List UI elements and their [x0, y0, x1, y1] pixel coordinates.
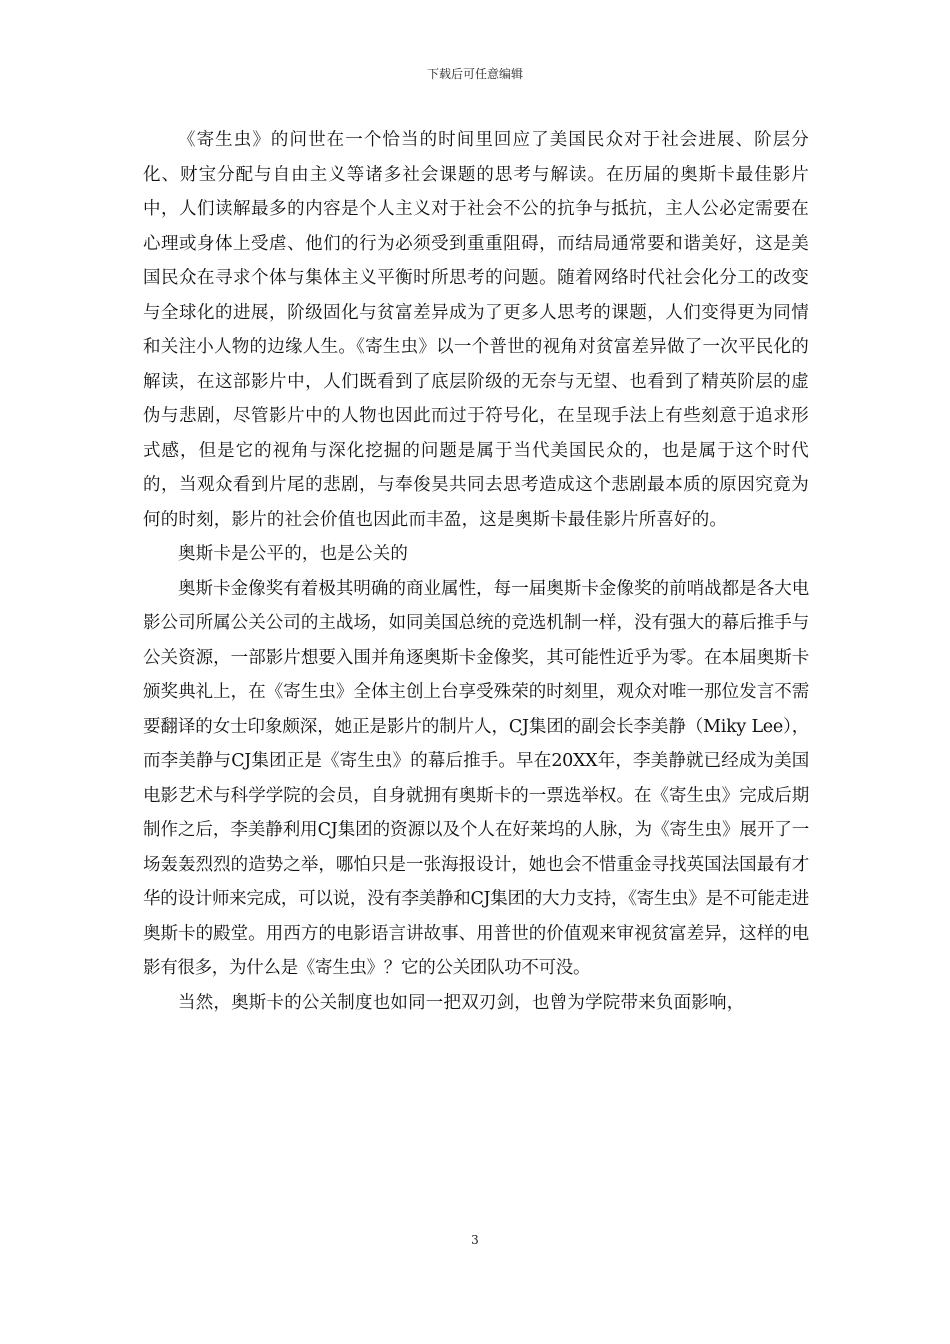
paragraph-parasite-social-reading: 《寄生虫》的问世在一个恰当的时间里回应了美国民众对于社会进展、阶层分化、财宝分配与自由主义等诸多社会课题的思考与解读。在历届的奥斯卡最佳影片中，人们读解最多的内容是个人主义对于社会不公的抗争与抵抗，主人公必定需要在心理或身体上受虐、他们的行为必须受到重重阻碍，而结局通常要和谐美好，这是美国民众在寻求个体与集体主义平衡时所思考的问题。随着网络时代社会化分工的改变与全球化的进展，阶级固化与贫富差异成为了更多人思考的课题，人们变得更为同情和关注小人物的边缘人生。《寄生虫》以一个普世的视角对贫富差异做了一次平民化的解读，在这部影片中，人们既看到了底层阶级的无奈与无望、也看到了精英阶层的虚伪与悲剧，尽管影片中的人物也因此而过于符号化，在呈现手法上有些刻意于追求形式感，但是它的视角与深化挖掘的问题是属于当代美国民众的，也是属于这个时代的，当观众看到片尾的悲剧，与奉俊昊共同去思考造成这个悲剧最本质的原因究竟为何的时刻，影片的社会价值也因此而丰盈，这是奥斯卡最佳影片所喜好的。 — [143, 130, 809, 530]
paragraph-oscar-pr-campaign: 奥斯卡金像奖有着极其明确的商业属性，每一届奥斯卡金像奖的前哨战都是各大电影公司所属公关公司的主战场，如同美国总统的竞选机制一样，没有强大的幕后推手与公关资源，一部影片想要入围并角逐奥斯卡金像奖，其可能性近乎为零。在本届奥斯卡颁奖典礼上，在《寄生虫》全体主创上台享受殊荣的时刻里，观众对唯一那位发言不需要翻译的女士印象颇深，她正是影片的制片人，CJ集团的副会长李美静（Miky Lee），而李美静与CJ集团正是《寄生虫》的幕后推手。早在20XX年，李美静就已经成为美国电影艺术与科学学院的会员，自身就拥有奥斯卡的一票选举权。在《寄生虫》完成后期制作之后，李美静利用CJ集团的资源以及个人在好莱坞的人脉，为《寄生虫》展开了一场轰轰烈烈的造势之举，哪怕只是一张海报设计，她也会不惜重金寻找英国法国最有才华的设计师来完成，可以说，没有李美静和CJ集团的大力支持，《寄生虫》是不可能走进奥斯卡的殿堂。用西方的电影语言讲故事、用普世的价值观来审视贫富差异，这样的电影有很多，为什么是《寄生虫》？它的公关团队功不可没。 — [143, 578, 809, 978]
paragraph-pr-double-edged: 当然，奥斯卡的公关制度也如同一把双刃剑，也曾为学院带来负面影响， — [178, 992, 745, 1013]
page-number: 3 — [471, 1233, 479, 1247]
section-heading-oscar-fair-and-pr: 奥斯卡是公平的，也是公关的 — [178, 544, 409, 564]
page-header: 下载后可任意编辑 — [426, 67, 523, 81]
document-body — [143, 123, 809, 1020]
